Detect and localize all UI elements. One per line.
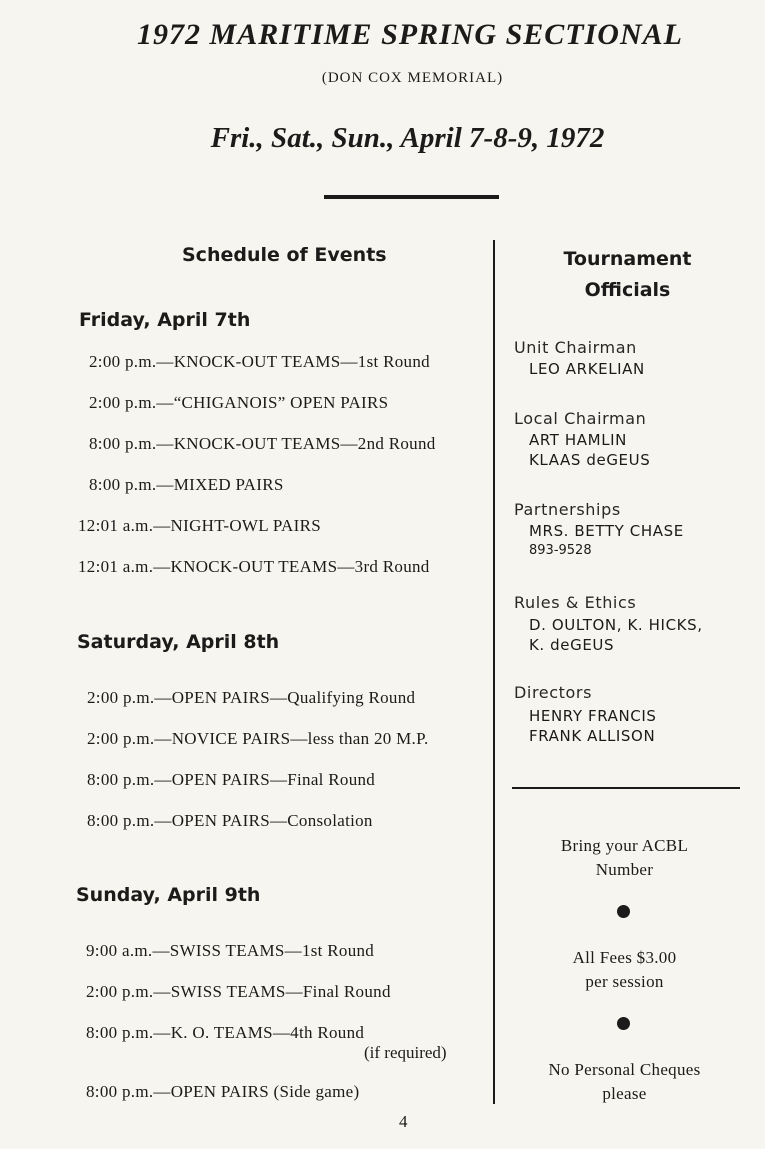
day-heading-friday: Friday, April 7th: [79, 309, 251, 331]
event-note: (if required): [364, 1043, 447, 1062]
cheques-note-line1: No Personal Cheques: [548, 1060, 701, 1079]
official-name: LEO ARKELIAN: [529, 360, 645, 378]
officials-heading-line2: Officials: [584, 279, 671, 301]
acbl-note-line1: Bring your ACBL: [560, 836, 689, 855]
day-heading-saturday: Saturday, April 8th: [77, 631, 280, 653]
role-rules-ethics: Rules & Ethics: [514, 593, 637, 612]
acbl-note: [512, 834, 737, 882]
acbl-note-line2: Number: [595, 860, 654, 879]
event-item: 2:00 p.m.—“CHIGANOIS” OPEN PAIRS: [89, 393, 389, 412]
event-item: 12:01 a.m.—KNOCK-OUT TEAMS—3rd Round: [78, 557, 430, 576]
event-item: 8:00 p.m.—KNOCK-OUT TEAMS—2nd Round: [89, 434, 436, 453]
page-number: 4: [399, 1112, 408, 1131]
day-heading-sunday: Sunday, April 9th: [76, 884, 261, 906]
role-local-chairman: Local Chairman: [514, 409, 647, 428]
event-item: 2:00 p.m.—KNOCK-OUT TEAMS—1st Round: [89, 352, 430, 371]
event-item: 12:01 a.m.—NIGHT-OWL PAIRS: [78, 516, 321, 535]
role-directors: Directors: [514, 683, 593, 702]
officials-divider: [512, 787, 740, 789]
tournament-dates: Fri., Sat., Sun., April 7-8-9, 1972: [210, 122, 605, 154]
event-item: 8:00 p.m.—MIXED PAIRS: [89, 475, 284, 494]
header-divider: [324, 195, 499, 199]
official-name: D. OULTON, K. HICKS,: [529, 616, 703, 634]
role-unit-chairman: Unit Chairman: [514, 338, 637, 357]
event-item: 8:00 p.m.—K. O. TEAMS—4th Round: [86, 1023, 365, 1042]
officials-heading: [540, 244, 715, 306]
event-item: 2:00 p.m.—NOVICE PAIRS—less than 20 M.P.: [87, 729, 429, 748]
phone-number: 893-9528: [529, 543, 592, 558]
official-name: K. deGEUS: [529, 636, 615, 654]
page-subtitle: (DON COX MEMORIAL): [321, 70, 504, 86]
page-title: 1972 MARITIME SPRING SECTIONAL: [137, 18, 683, 51]
fees-note-line2: per session: [585, 972, 664, 991]
official-name: MRS. BETTY CHASE: [529, 522, 684, 540]
official-name: HENRY FRANCIS: [529, 707, 657, 725]
event-item: 8:00 p.m.—OPEN PAIRS—Consolation: [87, 811, 373, 830]
official-name: FRANK ALLISON: [529, 727, 656, 745]
official-name: KLAAS deGEUS: [529, 451, 651, 469]
bullet-dot-icon: [617, 1017, 630, 1030]
fees-note-line1: All Fees $3.00: [572, 948, 677, 967]
event-item: 2:00 p.m.—OPEN PAIRS—Qualifying Round: [87, 688, 416, 707]
officials-heading-line1: Tournament: [563, 248, 692, 270]
role-partnerships: Partnerships: [514, 500, 621, 519]
cheques-note-line2: please: [602, 1084, 647, 1103]
event-item: 9:00 a.m.—SWISS TEAMS—1st Round: [86, 941, 375, 960]
bullet-dot-icon: [617, 905, 630, 918]
column-divider: [493, 240, 495, 1104]
official-name: ART HAMLIN: [529, 431, 628, 449]
event-item: 2:00 p.m.—SWISS TEAMS—Final Round: [86, 982, 391, 1001]
event-item: 8:00 p.m.—OPEN PAIRS (Side game): [86, 1082, 360, 1101]
fees-note: [512, 946, 737, 994]
event-item: 8:00 p.m.—OPEN PAIRS—Final Round: [87, 770, 376, 789]
schedule-heading: Schedule of Events: [182, 244, 387, 266]
cheques-note: [512, 1058, 737, 1106]
